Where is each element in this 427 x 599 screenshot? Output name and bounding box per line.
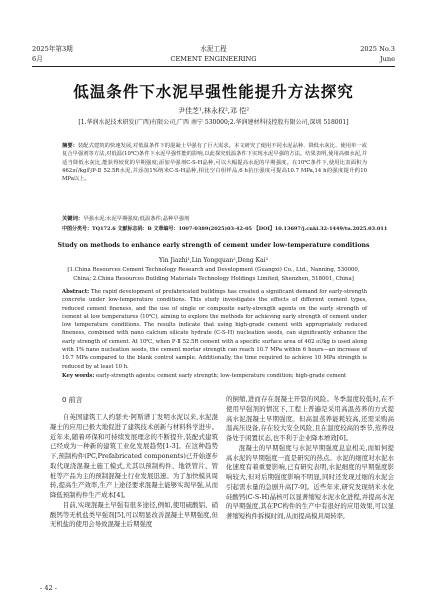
body-paragraph: 混凝土的早期强度与水泥早期强度息息相关,而如何提高水泥的早期强度一直是研究的热点。水泥的细度对水泥水化速度有着重要影响,已有研究表明,水泥细度的早期强度影响较大,但对后期强度影响不明显,同时还发现过细的水泥会引起需水量的急剧升高[7-9]。近些年来,研究发现纳米水化硅酸钙(C-S-H)晶核可以显著缩短水泥水化进程,并提高水泥的早期强度,其在PC构件的生产中有很好的应用效果,可以显著缩短构件拆模时间,从而提高模具周转率, (226, 443, 394, 520)
header-month-right: June (379, 55, 395, 63)
body-column-right (226, 395, 394, 522)
body-column-left (50, 413, 218, 530)
journal-name-cn: 水泥工程 (200, 45, 227, 53)
header-issue-right: 2025 No.3 (360, 45, 395, 53)
body-paragraph: 目前,实现混凝土早强有很多途径,例如,使用硫酸铝、硝酸钙等无机盐类早强剂[5],可以明显改善混凝土早期强度,但无机盐的使用会导致混凝土后期强度 (50, 500, 218, 529)
keywords-en (62, 372, 367, 380)
keywords-en-text: early-strength agents; cement early strength; low-temperature condition; high-grade cement (96, 373, 347, 379)
keywords-cn-text: 早强水泥;水泥早期强度;低温条件;晶种早强剂 (83, 216, 190, 222)
header-rule (32, 66, 395, 67)
journal-name-en: CEMENT ENGINEERING (170, 55, 257, 63)
affiliation-cn: [1.华润水泥技术研发(广西)有限公司,广西 南宁 530000;2.华润建材科技控股有限公司,深圳 518001] (78, 119, 349, 126)
abstract-en-text: The rapid development of prefabricated buildings has created a significant demand for early-strength concrete under low-temperature conditions. This study investigates the effects of different cement types, reduced cement fineness, and the use of single or composite early-strength agents on the early strength of cement at low temperatures (10℃), aiming to explore the methods for achieving early strength of cement under low temperature conditions. The results indicate that using high-grade cement with appropriately reduced fineness, combined with nano calcium silicate hydrate (C-S-H) nucleation seeds, can significantly enhance the early strength of cement. At 10℃, when P·Ⅱ 52.5R cement with a specific surface area of 462 ㎡/kg is used along with 1% nano nucleation seeds, the cement mortar strength can reach 10.7 MPa within 6 hours—an increase of 10.7 MPa compared to the blank control sample. Additionally, the time required to achieve 10 MPa strength is reduced by at least 10 h. (62, 289, 367, 370)
running-header (0, 0, 427, 64)
affiliation-en: [1.China Resources Cement Technology Research and Development (Guangxi) Co., Ltd., Nanning, 530000, China; 2.China Resources Building Materials Technology Holdings Limited, Shenzhen, 518001, China] (67, 267, 360, 282)
page-number: - 42 - (40, 584, 58, 592)
abstract-cn (62, 142, 367, 183)
header-issue-left: 2025年第3期 (32, 45, 73, 53)
header-month-left: 6月 (32, 55, 43, 63)
authors-cn: 尹佳芝¹,林永权²,邓 恺² (177, 107, 250, 115)
body-paragraph: 的倒缩,进而存在混凝土开裂的风险。冬季温度较低时,在不使用早强剂的情况下,工程上普遍是采用高温蒸养的方式提高水泥混凝土早期强度。但高温蒸养能耗较高,还需采购高温高压设备,存在较大安全风险,且在温度较高的季节,蒸养设备处于闲置状态,也不利于企业降本增效[6]。 (226, 395, 394, 442)
classification-meta: 中图分类号：TQ172.6 文献标志码：B 文章编号：1007-0389(2025)03-42-05 【DOI】10.13697/j.cnki.32-1449/tu.2025.03.011 (62, 226, 388, 232)
keywords-en-label: Key words: (62, 373, 95, 379)
keywords-cn-label: 关键词： (62, 216, 84, 222)
keywords-cn (62, 215, 367, 223)
abstract-en (62, 288, 367, 371)
article-title-en: Study on methods to enhance early strength of cement under low-temperature conditions (57, 242, 370, 249)
article-title-cn: 低温条件下水泥早强性能提升方法探究 (73, 83, 354, 101)
section-heading: 0 前言 (62, 396, 83, 404)
header-right (360, 44, 395, 64)
body-paragraph: 自英国建筑工人约瑟夫·阿斯谱丁发明水泥以来,水泥混凝土的应用已极大地促进了建筑技术创新与材料科学进步。近年来,随着环保和可持续发展理念的不断提升,装配式建筑已经成为一种新的建筑工业化发展趋势[1-3]。在这种趋势下,预制构件(PC,Prefabricated components)已开始逐步取代现浇混凝土施工模式,尤其以预制构件、地铁管片、管桩等产品为主的预制混凝土行业发展迅速。为了加快模具周转,提高生产效率,生产上途径要求混凝土能够实现早强,从而降低预制构件生产成本[4]。 (50, 413, 218, 499)
abstract-cn-label: 摘要： (62, 143, 78, 149)
authors-en: Yin Jiazhi¹,Lin Yongquan²,Deng Kai² (159, 257, 268, 264)
abstract-en-label: Abstract: (62, 289, 90, 295)
abstract-cn-text: 装配式建筑的快速发展,对低温条件下的混凝土早强有了巨大需求。本文研究了使用不同水泥品种、降低水灰比、使用单一或复合早强剂等方法,对低温(10℃)条件下水泥早强性能的影响,以此探究低温条件下实现水泥早强的方法。结果表明,使用高细水泥,并适当降低水灰比,能获得较优的早期强度;添加早强剂C-S-H晶种,可以大幅提高水泥的早期强度。在10℃条件下,使用比表面积为462㎡/kg的P·Ⅱ 52.5R水泥,并添加1%纳米C-S-H晶种,相比空白组样品,6 h抗压强度可提高10.7 MPa,14 h的强度提升约10 MPa以上。 (62, 143, 367, 183)
